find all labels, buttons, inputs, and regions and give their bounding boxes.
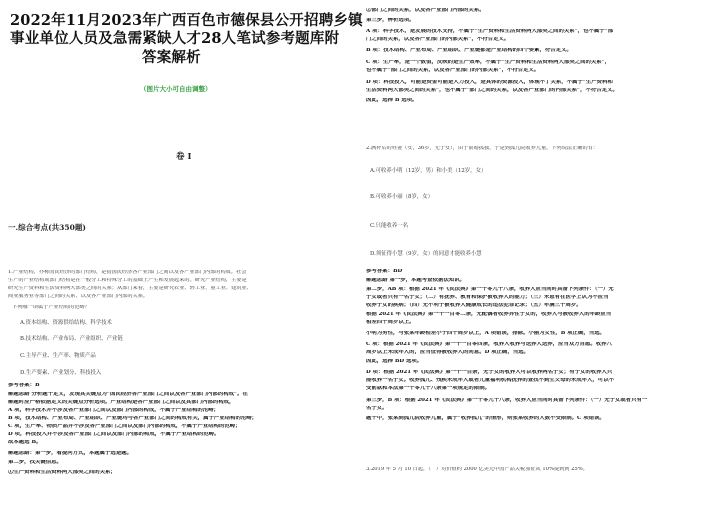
analysis-line: C 项：生产率，是一个数值，反映的是生产效率，不属于“生产资料和生活资料两大部类之间的关系”， xyxy=(366,60,611,65)
q2-analysis-line: 根据 2021 年《民法典》第一千一百零二条，无配偶者收养异性子女的，收养人与被收养人的年龄应当 xyxy=(366,312,612,317)
q2-option-d: D.须征得小慧（9岁，女）的同意才能收养小慧 xyxy=(370,251,482,257)
q1-stem-line: 研究生产资料和生活资料两大部类之间的关系；从部门来看，主要是研究农业、轻工业、重工业、建筑业、 xyxy=(8,286,252,291)
q2-analysis-line: 因此，选择 BD 选项。 xyxy=(366,359,423,364)
right-column xyxy=(362,0,720,508)
q2-analysis-line: 能收养一名子女。收养孤儿、残疾未成年人或者儿童福利机构抚养的查找不到生父母的未成年人，可以不 xyxy=(366,378,614,383)
q1-analysis-line: ①生产资料和生活资料两大部类之间的关系； xyxy=(8,470,116,475)
q2-analysis-line: 周岁以上未成年人的，应当征得被收养人的同意。D 项正确，当选。 xyxy=(366,350,529,355)
q2-analysis-line: C 项：根据 2021 年《民法典》第一千一百零四条，收养人收养与送养人送养，应当双方自愿。收养八 xyxy=(366,342,612,347)
q2-option-b: B.可收养小丽（8岁，女） xyxy=(370,194,434,200)
q3-stem: 3.2019 年 5 月 10 日起，（ ）对价值约 2000 亿美元中国产品关税加征从 10%提到到 25%。 xyxy=(366,467,588,472)
q1-analysis-line: 解题思路 分析题干定义，发现其关键点为“国民经济各产业部门之间以及各产业部门内部的构成”。在 xyxy=(8,392,248,397)
q2-stem: 2.满补后的姓妻（女，36岁，无子女），由于前婚孤独，于是到孤儿院收养儿童。下列说法正确的有： xyxy=(366,146,599,151)
q1-option-d: D.生产要素、产业划分、科技投入 xyxy=(20,370,102,376)
q1-analysis-line: A 项，科学技术并不涉及各产业部门之间以及部门内部的构成，不属于产业结构的范畴； xyxy=(8,408,219,413)
section-heading: 一.综合考点(共350题) xyxy=(8,223,86,232)
analysis-line: B 项：技术结构、产业布局、产业组织、产业链都是产业结构的四个要素，符合定义。 xyxy=(366,48,572,53)
q2-analysis-line: 第二步，AB 项：根据 2021 年《民法典》第一千零九十八条，收养人应当同时具备下列条件：（一）无 xyxy=(366,287,614,292)
q1-analysis-line: 解题思路：第一步，看提问方式，本题属于选是题。 xyxy=(8,451,132,456)
q2-option-a: A.可收养小明（12岁，男）和小美（12岁，女） xyxy=(370,168,487,174)
q2-analysis-line: 相差四十周岁以上。 xyxy=(366,320,415,325)
q2-analysis-line: 题干中，张某到孤儿院收养儿童，属于“收养孤儿”的情形，则张某收养的人数不受限制。C 项错误。 xyxy=(366,416,605,421)
q1-option-b: B.技术结构、产业布局、产业组织、产业链 xyxy=(20,336,123,342)
volume-label: 卷 I xyxy=(176,152,192,162)
q1-analysis-line: D 项，科技投入并不涉及各产业部门之间以及部门内部的构成，不属于产业结构的范畴。 xyxy=(8,432,220,437)
q2-analysis-line: 小明为男性，与张某年龄相差小于四十周岁以上，A 项错误，排除。小丽为女性，B 项正确，当选。 xyxy=(366,331,605,336)
q1-question: 下列哪一项属于产业结构的范畴？ xyxy=(12,305,90,310)
q1-answer: 参考答案：B xyxy=(8,383,40,388)
q2-analysis-line: D 项：根据 2021 年《民法典》第一千一百条，无子女的收养人可以收养两名子女；有子女的收养人只 xyxy=(366,370,613,375)
q2-answer: 参考答案：BD xyxy=(366,269,403,274)
q2-analysis-line: 受前款和本法第一千零九十八条第一项规定的限制。 xyxy=(366,386,490,391)
analysis-line: 因此，选择 B 选项。 xyxy=(366,98,418,103)
q2-analysis-line: 解题思路 第一步，本题考查依据法知识。 xyxy=(366,278,465,283)
doc-subtitle: （图片大小可自由调整） xyxy=(140,85,212,93)
doc-title-line-3: 答案解析 xyxy=(142,49,201,66)
q1-analysis-line: B 项，技术结构、产业布局、产业组织、产业链均与各产业部门之间的构成有关，属于产业结构的范畴； xyxy=(8,416,258,421)
q1-analysis-line: C 项，生产率、物质产品并不涉及各产业部门之间以及部门内部的构成，不属于产业结构的范畴； xyxy=(8,424,241,429)
analysis-line: D 项：科技投入，可能是资金可能是人力投入，是具体的资源投入，体现不了关系，不属于“生产资料和 xyxy=(366,80,613,85)
doc-title-line-2: 事业单位人员及急需紧缺人才28人笔试参考题库附 xyxy=(10,30,340,47)
analysis-line: ②部门之间的关系，以及各产业部门内部的关系。 xyxy=(366,8,485,13)
q1-analysis-line: 故本题选 B。 xyxy=(8,440,42,445)
q1-analysis-line: 解题时应严格依据定义的关键点分析选项。产业结构是各产业部门之间以及其部门内部的构成， xyxy=(8,400,235,405)
q2-analysis-line: 第三步，B 项：根据 2021 年《民法典》第一千零九十八条，收养人应当同时具备下列条件：（一）无子女或者只有一 xyxy=(366,398,648,403)
q1-option-a: A.资本结构、资源供给结构、科学技术 xyxy=(20,320,112,326)
q1-analysis-line: 第二步，找关键信息。 xyxy=(8,460,62,465)
q1-stem-line: 商业服务业等部门之间的关系，以及各产业部门内部的关系。 xyxy=(8,294,149,299)
analysis-line: 也不属于“部门之间的关系，以及各产业部门的内部关系”，不符合定义。 xyxy=(366,68,540,73)
q2-analysis-line: 子女或者只有一名子女；（二）有抚养、教育和保护被收养人的能力；（三）未患有在医学上认为不应当 xyxy=(366,295,609,300)
q2-analysis-line: 收养子女的疾病；（四）无不利于被收养人健康成长的违法犯罪记录；（五）年满三十周岁。 xyxy=(366,303,582,308)
analysis-line: A 项：科学技术，是发展的技术支持，不属于“生产资料和生活资料两大部类之间的关系”，也不属于“部 xyxy=(366,29,614,34)
q1-stem-line: 1.产业结构，亦称国民经济的部门结构，是指国民经济各产业部门之间以及各产业部门内部的构成。社会 xyxy=(8,270,247,275)
q1-option-c: C.主导产业、生产率、物质产品 xyxy=(20,353,96,359)
analysis-line: 生活资料两大部类之间的关系”，也不属于“部门之间的关系，以及各产业部门的内部关系”，不符合定义。 xyxy=(366,88,618,93)
q1-stem-line: 生产的产业结构或部门结构是在一般分工和特殊分工的基础上产生和发展起来的。研究产业结构，主要是 xyxy=(8,278,247,283)
analysis-line: 第三步，辨析选项。 xyxy=(366,18,415,23)
q2-analysis-line: 名子女。 xyxy=(366,406,388,411)
q2-option-c: C.只能收养一名 xyxy=(370,223,408,229)
doc-title-line-1: 2022年11月2023年广西百色市德保县公开招聘乡镇 xyxy=(10,12,363,29)
analysis-line: 门之间的关系，以及各产业部门的内部关系”，不符合定义。 xyxy=(366,37,510,42)
